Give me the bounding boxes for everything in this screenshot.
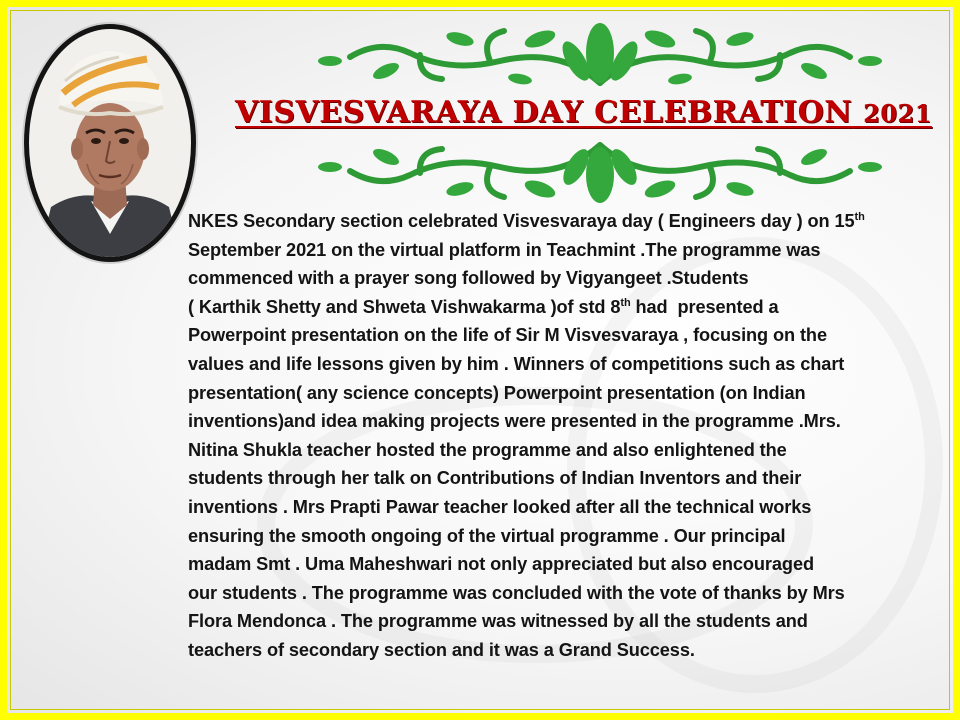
body-line: students through her talk on Contributions of Indian Inventors and their: [188, 468, 802, 489]
bottom-ornament: [290, 135, 910, 209]
title-main: VISVESVARAYA DAY CELEBRATION: [235, 95, 853, 130]
body-line: values and life lessons given by him . Winners of competitions such as chart: [188, 353, 845, 374]
body-line: NKES Secondary section celebrated Visvesvaraya day ( Engineers day ) on 15th: [188, 211, 865, 231]
body-line: teachers of secondary section and it was a Grand Success.: [188, 639, 695, 660]
body-line: ensuring the smooth ongoing of the virtual programme . Our principal: [188, 525, 786, 546]
portrait-frame: [24, 24, 196, 262]
body-line: September 2021 on the virtual platform in Teachmint .The programme was: [188, 239, 821, 260]
body-line: presentation( any science concepts) Powerpoint presentation (on Indian: [188, 382, 806, 403]
body-paragraph: [188, 207, 948, 665]
body-line: madam Smt . Uma Maheshwari not only appreciated but also encouraged: [188, 554, 814, 575]
title-year: 2021: [863, 99, 932, 128]
portrait-image: [29, 29, 191, 257]
page-title: [235, 95, 935, 130]
body-line: inventions . Mrs Prapti Pawar teacher looked after all the technical works: [188, 496, 812, 517]
body-line: ( Karthik Shetty and Shweta Vishwakarma )of std 8th had presented a: [188, 296, 779, 317]
body-line: Flora Mendonca . The programme was witnessed by all the students and: [188, 611, 808, 632]
top-ornament: [290, 17, 910, 95]
body-line: Powerpoint presentation on the life of Sir M Visvesvaraya , focusing on the: [188, 325, 827, 346]
body-line: commenced with a prayer song followed by Vigyangeet .Students: [188, 268, 749, 289]
body-line: our students . The programme was concluded with the vote of thanks by Mrs: [188, 582, 845, 603]
body-line: Nitina Shukla teacher hosted the programme and also enlightened the: [188, 439, 787, 460]
body-line: inventions)and idea making projects were presented in the programme .Mrs.: [188, 411, 841, 432]
